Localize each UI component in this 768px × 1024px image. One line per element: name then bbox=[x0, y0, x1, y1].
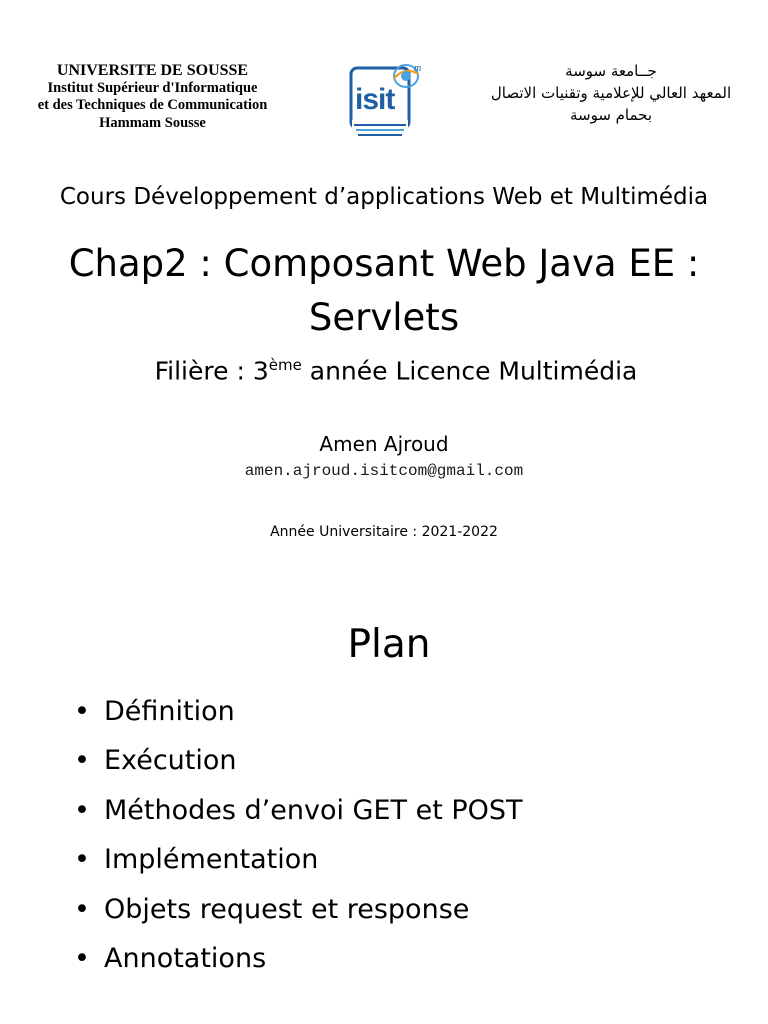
list-item bbox=[74, 739, 523, 788]
bullet-icon: • bbox=[74, 893, 90, 925]
logo-letters: isit bbox=[355, 83, 395, 116]
chapter-title-line2: Servlets bbox=[308, 296, 460, 339]
isitcom-logo-icon bbox=[348, 62, 428, 144]
plan-item-label: Méthodes d’envoi GET et POST bbox=[104, 794, 523, 826]
author-email: amen.ajroud.isitcom@gmail.com bbox=[244, 462, 524, 480]
program-suffix: année Licence Multimédia bbox=[301, 356, 638, 386]
program-line bbox=[0, 356, 768, 385]
program-superscript: ème bbox=[268, 356, 302, 374]
list-item bbox=[74, 789, 523, 838]
list-item bbox=[74, 888, 523, 937]
arabic-institute-city: بحمام سوسة bbox=[569, 106, 653, 124]
list-item bbox=[74, 690, 523, 739]
logo-mark-text: m bbox=[414, 63, 422, 74]
chapter-title bbox=[0, 237, 768, 345]
arabic-university-name: جــامعة سوسة bbox=[565, 62, 657, 80]
arabic-header bbox=[466, 60, 756, 126]
plan-item-label: Objets request et response bbox=[104, 893, 470, 925]
course-title: Cours Développement d’applications Web et Multimédia bbox=[59, 184, 709, 210]
institute-name-line1: Institut Supérieur d'Informatique bbox=[47, 79, 258, 96]
plan-list bbox=[74, 690, 523, 986]
plan-item-label: Implémentation bbox=[104, 844, 319, 876]
plan-item-label: Exécution bbox=[104, 745, 237, 777]
arabic-institute-name: المعهد العالي للإعلامية وتقنيات الاتصال bbox=[490, 84, 732, 102]
program-prefix: Filière : 3 bbox=[154, 356, 269, 386]
plan-item-label: Annotations bbox=[104, 942, 267, 974]
university-header bbox=[10, 62, 295, 132]
author-name: Amen Ajroud bbox=[319, 432, 449, 456]
list-item bbox=[74, 838, 523, 887]
plan-item-label: Définition bbox=[104, 696, 235, 727]
bullet-icon: • bbox=[74, 942, 90, 974]
bullet-icon: • bbox=[74, 794, 90, 826]
academic-year: Année Universitaire : 2021-2022 bbox=[270, 524, 498, 540]
plan-title: Plan bbox=[347, 622, 431, 667]
institute-name-line2: et des Techniques de Communication bbox=[37, 97, 268, 113]
chapter-title-line1: Chap2 : Composant Web Java EE : bbox=[68, 242, 700, 285]
institute-city: Hammam Sousse bbox=[99, 114, 206, 131]
list-item bbox=[74, 937, 523, 986]
bullet-icon: • bbox=[74, 696, 90, 727]
bullet-icon: • bbox=[74, 844, 90, 876]
university-name: UNIVERSITE DE SOUSSE bbox=[56, 62, 249, 79]
bullet-icon: • bbox=[74, 745, 90, 777]
isitcom-logo bbox=[348, 62, 428, 144]
